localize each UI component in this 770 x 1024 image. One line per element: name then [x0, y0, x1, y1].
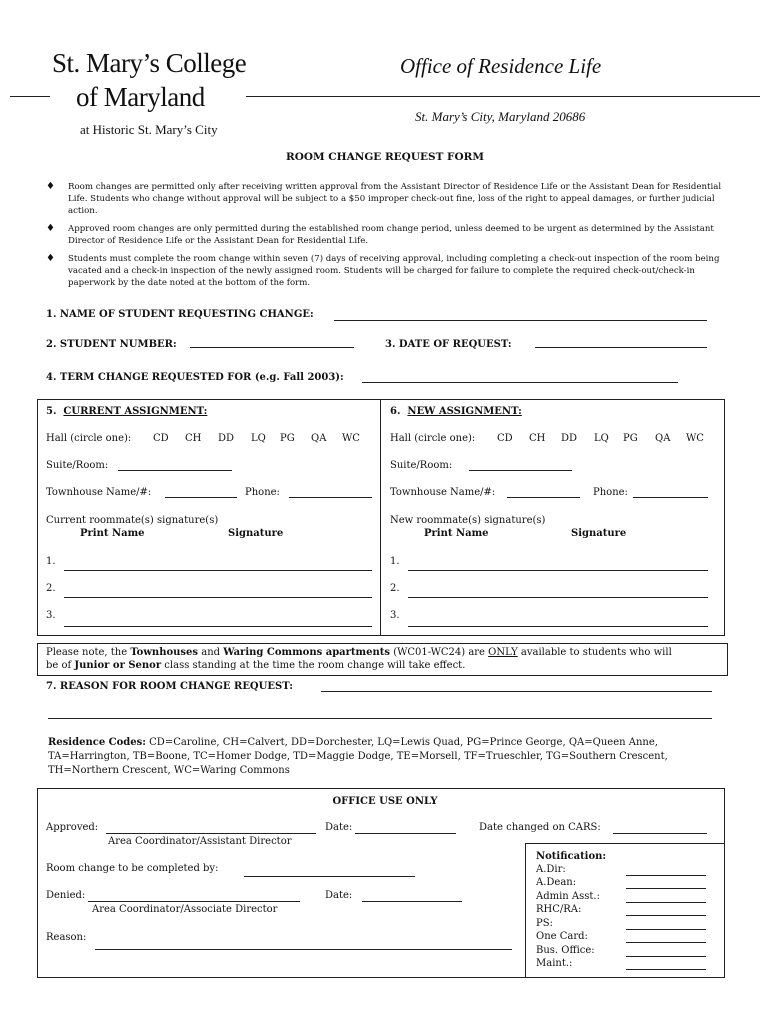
student-number-field[interactable]: [190, 347, 354, 348]
hall-option-qa[interactable]: QA: [655, 433, 671, 444]
current-roommates-label: Current roommate(s) signature(s): [46, 515, 219, 526]
current-hall-label: Hall (circle one):: [46, 433, 132, 444]
diamond-bullet-icon: ♦: [46, 223, 55, 234]
notify-one-card-field[interactable]: [626, 942, 706, 943]
student-name-field[interactable]: [334, 320, 707, 321]
office-address: St. Mary’s City, Maryland 20686: [415, 109, 586, 124]
area-coordinator-associate-caption: Area Coordinator/Associate Director: [92, 904, 278, 915]
area-coordinator-assistant-caption: Area Coordinator/Assistant Director: [108, 836, 292, 847]
new-suite-field[interactable]: [469, 470, 572, 471]
denied-label: Denied:: [46, 890, 86, 901]
term-label: 4. TERM CHANGE REQUESTED FOR (e.g. Fall 2003):: [46, 372, 344, 383]
current-roommate-field-3[interactable]: [64, 626, 372, 627]
new-roommates-label: New roommate(s) signature(s): [390, 515, 546, 526]
new-row-number: 3.: [390, 610, 400, 621]
current-print-name-header: Print Name: [80, 528, 145, 539]
current-roommate-field-1[interactable]: [64, 570, 372, 571]
current-phone-label: Phone:: [245, 487, 280, 498]
cars-date-field[interactable]: [613, 833, 707, 834]
hall-option-lq[interactable]: LQ: [594, 433, 609, 444]
request-date-field[interactable]: [535, 347, 707, 348]
approved-date-field[interactable]: [355, 833, 456, 834]
notify-rhc-ra-field[interactable]: [626, 915, 706, 916]
header-rule-left: [10, 96, 50, 97]
residence-codes: Residence Codes: CD=Caroline, CH=Calvert, DD=Dorchester, LQ=Lewis Quad, PG=Prince George, QA=Queen Anne, TA=Harrington, TB=Boone, TC=Homer Dodge, TD=Maggie Dodge, TE=Morsell, TF=Trueschler, TG=Southern Crescent, TH=Northern Crescent, WC=Waring Commons: [48, 737, 668, 776]
hall-option-pg[interactable]: PG: [623, 433, 638, 444]
policy-paragraph-1: Room changes are permitted only after receiving written approval from the Assistant Director of Residence Life or the Assistant Dean for Residential Life. Students who change without approval will be subject to a $50 improper check-out fine, loss of the right to appeal damages, or further judicial action.: [68, 182, 722, 216]
new-row-number: 2.: [390, 583, 400, 594]
note-line-1: Please note, the Townhouses and Waring Commons apartments (WC01-WC24) are ONLY available to students who will: [46, 647, 672, 658]
current-roommate-field-2[interactable]: [64, 597, 372, 598]
request-date-label: 3. DATE OF REQUEST:: [385, 339, 512, 350]
office-reason-label: Reason:: [46, 932, 87, 943]
notify-ps-field[interactable]: [626, 929, 706, 930]
notify-rhc-ra-label: RHC/RA:: [536, 904, 582, 915]
current-assignment-heading: 5. CURRENT ASSIGNMENT:: [46, 406, 208, 417]
current-phone-field[interactable]: [289, 497, 372, 498]
policy-paragraph-2: Approved room changes are only permitted during the established room change period, unless deemed to be urgent as determined by the Assistant Director of Residence Life or the Assistant Dean for Residential Life.: [68, 224, 714, 246]
policy-paragraph-3: Students must complete the room change within seven (7) days of receiving approval, including completing a check-out inspection of the room being vacated and a check-in inspection of the newly assigned room. Students will be charged for failure to complete the required check-out/check-in paperwork by the date noted at the bottom of the form.: [68, 254, 720, 288]
notify-maint-label: Maint.:: [536, 958, 573, 969]
new-roommate-field-2[interactable]: [408, 597, 708, 598]
new-phone-field[interactable]: [633, 497, 708, 498]
current-signature-header: Signature: [228, 528, 284, 539]
notify-ps-label: PS:: [536, 918, 553, 929]
notify-maint-field[interactable]: [626, 969, 706, 970]
notify-a-dir-label: A.Dir:: [536, 864, 566, 875]
college-logo-line2: of Maryland: [76, 82, 205, 112]
new-suite-label: Suite/Room:: [390, 460, 453, 471]
current-row-number: 1.: [46, 556, 56, 567]
hall-option-ch[interactable]: CH: [529, 433, 546, 444]
completed-by-label: Room change to be completed by:: [46, 863, 219, 874]
new-phone-label: Phone:: [593, 487, 628, 498]
hall-option-dd[interactable]: DD: [218, 433, 235, 444]
diamond-bullet-icon: ♦: [46, 181, 55, 192]
hall-option-cd[interactable]: CD: [153, 433, 169, 444]
notify-one-card-label: One Card:: [536, 931, 588, 942]
notify-a-dir-field[interactable]: [626, 875, 706, 876]
new-townhouse-label: Townhouse Name/#:: [390, 487, 496, 498]
new-hall-label: Hall (circle one):: [390, 433, 476, 444]
hall-option-wc[interactable]: WC: [686, 433, 704, 444]
reason-field-line-2[interactable]: [48, 718, 712, 719]
note-line-2: be of Junior or Senor class standing at the time the room change will take effect.: [46, 660, 466, 671]
form-title: ROOM CHANGE REQUEST FORM: [286, 151, 484, 163]
denied-date-label: Date:: [325, 890, 353, 901]
office-reason-field[interactable]: [95, 949, 512, 950]
cars-date-label: Date changed on CARS:: [479, 822, 601, 833]
hall-option-ch[interactable]: CH: [185, 433, 202, 444]
college-logo-line3: at Historic St. Mary’s City: [80, 122, 218, 137]
approved-label: Approved:: [46, 822, 99, 833]
hall-option-dd[interactable]: DD: [561, 433, 578, 444]
approved-date-label: Date:: [325, 822, 353, 833]
new-townhouse-field[interactable]: [507, 497, 580, 498]
diamond-bullet-icon: ♦: [46, 253, 55, 264]
denied-field[interactable]: [88, 901, 300, 902]
student-number-label: 2. STUDENT NUMBER:: [46, 339, 177, 350]
approved-field[interactable]: [106, 833, 316, 834]
notify-bus-office-field[interactable]: [626, 956, 706, 957]
new-signature-header: Signature: [571, 528, 627, 539]
college-logo-line1: St. Mary’s College: [52, 48, 247, 78]
reason-label: 7. REASON FOR ROOM CHANGE REQUEST:: [46, 681, 293, 692]
completed-by-field[interactable]: [244, 876, 415, 877]
notify-a-dean-field[interactable]: [626, 888, 706, 889]
current-suite-label: Suite/Room:: [46, 460, 109, 471]
hall-option-pg[interactable]: PG: [280, 433, 295, 444]
assignment-divider: [380, 399, 381, 636]
new-roommate-field-1[interactable]: [408, 570, 708, 571]
hall-option-cd[interactable]: CD: [497, 433, 513, 444]
new-roommate-field-3[interactable]: [408, 626, 708, 627]
header-rule-right: [246, 96, 760, 97]
office-use-title: OFFICE USE ONLY: [332, 796, 438, 807]
notify-bus-office-label: Bus. Office:: [536, 945, 595, 956]
notify-a-dean-label: A.Dean:: [536, 877, 577, 888]
new-row-number: 1.: [390, 556, 400, 567]
office-title: Office of Residence Life: [400, 54, 602, 78]
hall-option-lq[interactable]: LQ: [251, 433, 266, 444]
denied-date-field[interactable]: [362, 901, 462, 902]
new-print-name-header: Print Name: [424, 528, 489, 539]
hall-option-qa[interactable]: QA: [311, 433, 327, 444]
current-row-number: 2.: [46, 583, 56, 594]
current-townhouse-label: Townhouse Name/#:: [46, 487, 152, 498]
notify-admin-asst-label: Admin Asst.:: [536, 891, 600, 902]
notify-admin-asst-field[interactable]: [626, 902, 706, 903]
current-suite-field[interactable]: [118, 470, 232, 471]
notification-heading: Notification:: [536, 851, 607, 862]
current-townhouse-field[interactable]: [165, 497, 237, 498]
student-name-label: 1. NAME OF STUDENT REQUESTING CHANGE:: [46, 309, 314, 320]
reason-field-line-1[interactable]: [321, 691, 712, 692]
new-assignment-heading: 6. NEW ASSIGNMENT:: [390, 406, 522, 417]
hall-option-wc[interactable]: WC: [342, 433, 360, 444]
term-field[interactable]: [362, 382, 678, 383]
current-row-number: 3.: [46, 610, 56, 621]
